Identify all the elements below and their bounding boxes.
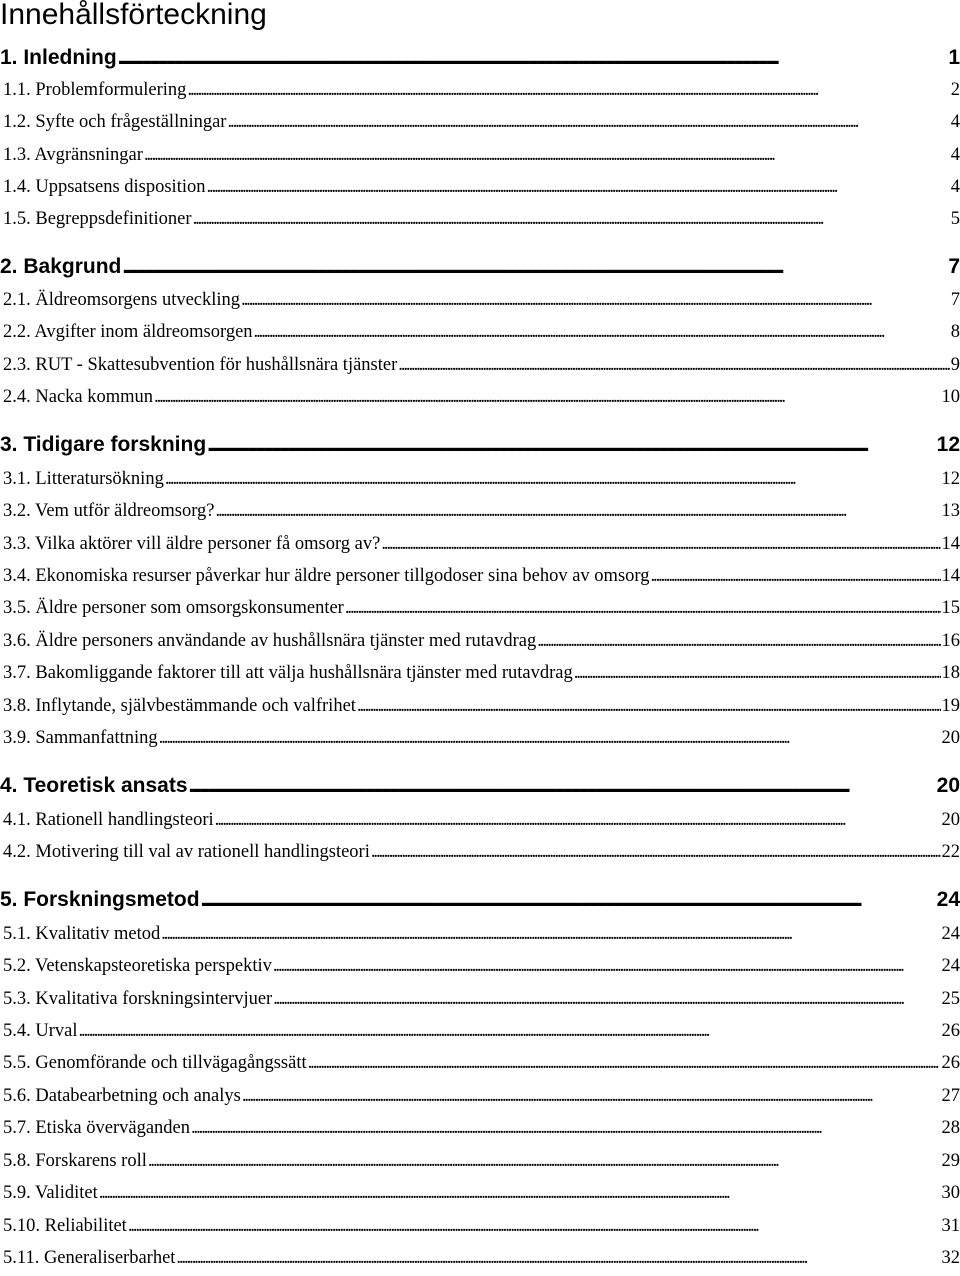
toc-dot-leader [207,433,935,457]
toc-entry-page-number: 27 [942,1086,960,1107]
toc-dot-leader [191,1118,941,1139]
toc-entry-label: 3.6. Äldre personers användande av hushållsnära tjänster med rutavdrag [3,631,536,652]
toc-entry-page-number: 12 [942,469,960,490]
toc-section-entry[interactable] [3,290,960,318]
toc-entry-page-number: 24 [937,888,960,912]
toc-title: Innehållsförteckning [0,0,267,32]
toc-entry-label: 5.3. Kvalitativa forskningsintervjuer [3,989,272,1010]
toc-section-entry[interactable] [3,663,960,691]
toc-section-entry[interactable] [3,728,960,756]
toc-entry-label: 3.3. Vilka aktörer vill äldre personer få omsorg av? [3,534,380,555]
toc-entry-page-number: 26 [942,1021,960,1042]
toc-entry-label: 5.1. Kvalitativ metod [3,924,160,945]
toc-entry-label: 5.2. Vetenskapsteoretiska perspektiv [3,956,272,977]
toc-entry-page-number: 20 [937,774,960,798]
toc-entry-page-number: 8 [951,322,960,343]
toc-section-entry[interactable] [3,355,960,383]
toc-dot-leader [216,501,941,522]
toc-chapter-entry[interactable] [0,888,960,918]
toc-entry-label: 1.2. Syfte och frågeställningar [3,112,226,133]
toc-dot-leader [215,810,941,831]
toc-entry-label: 3.7. Bakomliggande faktorer till att välja hushållsnära tjänster med rutavdrag [3,663,573,684]
toc-dot-leader [144,145,950,166]
toc-entry-label: 5.6. Databearbetning och analys [3,1086,241,1107]
toc-section-entry[interactable] [3,1216,960,1244]
toc-dot-leader [189,774,936,798]
toc-dot-leader [537,631,940,652]
toc-entry-page-number: 12 [937,433,960,457]
toc-section-entry[interactable] [3,924,960,952]
toc-entry-label: 4.2. Motivering till val av rationell handlingsteori [3,842,370,863]
toc-dot-leader [254,322,950,343]
toc-section-entry[interactable] [3,322,960,350]
toc-section-entry[interactable] [3,956,960,984]
toc-entry-label: 5.11. Generaliserbarhet [3,1248,175,1269]
toc-entry-page-number: 29 [942,1151,960,1172]
toc-entry-page-number: 24 [942,924,960,945]
toc-section-entry[interactable] [3,810,960,838]
toc-entry-page-number: 26 [942,1053,960,1074]
toc-section-entry[interactable] [3,842,960,870]
toc-chapter-entry[interactable] [0,433,960,463]
toc-dot-leader [122,255,947,279]
toc-entry-page-number: 20 [942,728,960,749]
toc-entry-page-number: 4 [951,145,960,166]
toc-entry-label: 5.8. Forskarens roll [3,1151,147,1172]
toc-entry-page-number: 5 [951,209,960,230]
toc-entry-page-number: 19 [942,696,960,717]
toc-dot-leader [357,696,941,717]
toc-dot-leader [193,209,950,230]
toc-entry-label: 3.2. Vem utför äldreomsorg? [3,501,215,522]
toc-dot-leader [273,956,941,977]
toc-entry-label: 2.3. RUT - Skattesubvention för hushållsnära tjänster [3,355,397,376]
toc-chapter-entry[interactable] [0,46,960,76]
toc-entry-page-number: 13 [942,501,960,522]
toc-section-entry[interactable] [3,598,960,626]
toc-dot-leader [398,355,949,376]
toc-dot-leader [241,290,950,311]
toc-section-entry[interactable] [3,177,960,205]
toc-chapter-entry[interactable] [0,255,960,285]
toc-entry-label: 1. Inledning [0,46,117,70]
toc-entry-page-number: 14 [942,566,960,587]
toc-section-entry[interactable] [3,387,960,415]
toc-entry-page-number: 10 [942,387,960,408]
toc-entry-page-number: 30 [942,1183,960,1204]
toc-entry-page-number: 25 [942,989,960,1010]
toc-section-entry[interactable] [3,1151,960,1179]
toc-dot-leader [273,989,940,1010]
toc-dot-leader [650,566,940,587]
toc-dot-leader [79,1021,941,1042]
toc-entry-page-number: 7 [948,255,960,279]
toc-entry-label: 1.1. Problemformulering [3,80,186,101]
toc-entry-label: 3.8. Inflytande, självbestämmande och valfrihet [3,696,356,717]
toc-entry-label: 5.9. Validitet [3,1183,98,1204]
toc-entry-page-number: 20 [942,810,960,831]
toc-entry-label: 5.4. Urval [3,1021,78,1042]
toc-entry-label: 1.3. Avgränsningar [3,145,143,166]
toc-dot-leader [574,663,941,684]
toc-section-entry[interactable] [3,1183,960,1211]
toc-entry-page-number: 2 [951,80,960,101]
toc-entry-label: 2.2. Avgifter inom äldreomsorgen [3,322,253,343]
toc-dot-leader [206,177,949,198]
toc-entry-page-number: 16 [942,631,960,652]
toc-entry-label: 2.1. Äldreomsorgens utveckling [3,290,240,311]
toc-entry-label: 1.5. Begreppsdefinitioner [3,209,192,230]
toc-section-entry[interactable] [3,1086,960,1114]
toc-entry-page-number: 28 [942,1118,960,1139]
toc-entry-label: 4. Teoretisk ansats [0,774,188,798]
toc-entry-label: 4.1. Rationell handlingsteori [3,810,214,831]
toc-entry-label: 3. Tidigare forskning [0,433,206,457]
toc-entry-label: 5. Forskningsmetod [0,888,200,912]
toc-entry-page-number: 7 [951,290,960,311]
toc-section-entry[interactable] [3,1248,960,1276]
toc-section-entry[interactable] [3,696,960,724]
toc-section-entry[interactable] [3,1118,960,1146]
toc-entry-page-number: 18 [942,663,960,684]
toc-entry-page-number: 24 [942,956,960,977]
toc-section-entry[interactable] [3,1021,960,1049]
toc-dot-leader [227,112,949,133]
toc-dot-leader [148,1151,941,1172]
toc-entry-label: 5.10. Reliabilitet [3,1216,127,1237]
toc-section-entry[interactable] [3,631,960,659]
toc-dot-leader [187,80,949,101]
toc-entry-page-number: 22 [942,842,960,863]
toc-dot-leader [371,842,941,863]
toc-entry-page-number: 4 [951,177,960,198]
toc-dot-leader [128,1216,941,1237]
toc-chapter-entry[interactable] [0,774,960,804]
toc-entry-page-number: 9 [951,355,960,376]
toc-dot-leader [242,1086,941,1107]
toc-section-entry[interactable] [3,566,960,594]
toc-entry-label: 3.9. Sammanfattning [3,728,158,749]
toc-dot-leader [159,728,941,749]
toc-section-entry[interactable] [3,80,960,108]
toc-section-entry[interactable] [3,209,960,237]
toc-dot-leader [154,387,940,408]
toc-dot-leader [99,1183,941,1204]
toc-entry-page-number: 31 [942,1216,960,1237]
toc-entry-page-number: 32 [942,1248,960,1269]
toc-section-entry[interactable] [3,501,960,529]
toc-section-entry[interactable] [3,534,960,562]
toc-entry-page-number: 4 [951,112,960,133]
toc-entry-label: 3.5. Äldre personer som omsorgskonsumenter [3,598,344,619]
toc-section-entry[interactable] [3,145,960,173]
toc-entry-label: 3.1. Litteratursökning [3,469,164,490]
toc-section-entry[interactable] [3,112,960,140]
toc-dot-leader [381,534,940,555]
toc-dot-leader [165,469,941,490]
toc-entry-page-number: 15 [942,598,960,619]
toc-dot-leader [161,924,940,945]
toc-entry-label: 2.4. Nacka kommun [3,387,153,408]
toc-section-entry[interactable] [3,469,960,497]
toc-entry-label: 5.5. Genomförande och tillvägagångssätt [3,1053,307,1074]
toc-entry-label: 3.4. Ekonomiska resurser påverkar hur äldre personer tillgodoser sina behov av omsorg [3,566,649,587]
toc-dot-leader [345,598,941,619]
toc-dot-leader [201,888,936,912]
toc-section-entry[interactable] [3,989,960,1017]
toc-dot-leader [176,1248,940,1269]
toc-section-entry[interactable] [3,1053,960,1081]
toc-dot-leader [118,46,948,70]
toc-entry-label: 2. Bakgrund [0,255,121,279]
toc-entry-page-number: 1 [948,46,960,70]
toc-entry-label: 5.7. Etiska överväganden [3,1118,190,1139]
toc-entry-page-number: 14 [942,534,960,555]
toc-entry-label: 1.4. Uppsatsens disposition [3,177,205,198]
toc-dot-leader [308,1053,941,1074]
